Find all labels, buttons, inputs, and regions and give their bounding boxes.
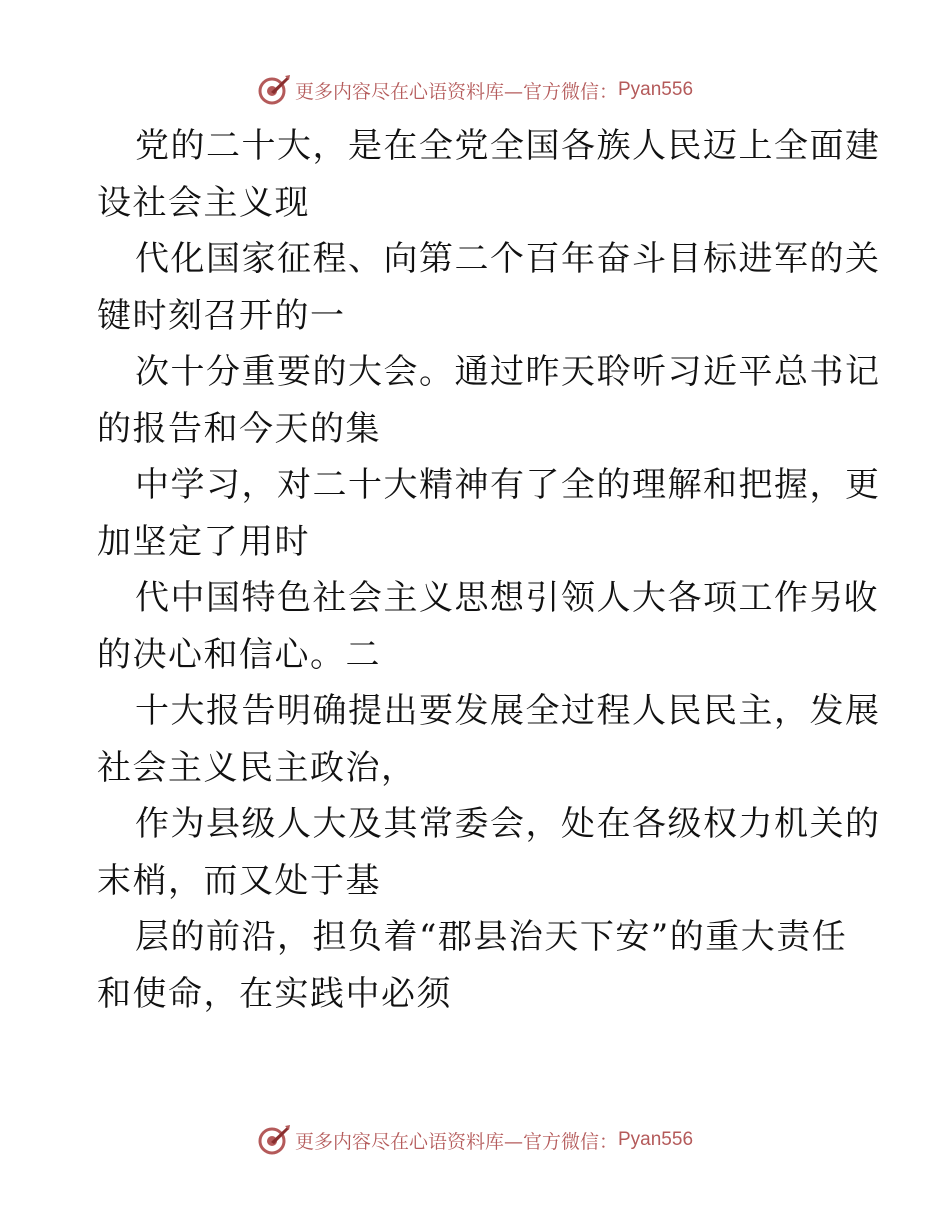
document-body — [97, 118, 881, 1022]
paragraph-line: 键时刻召开的一 — [97, 295, 346, 336]
paragraph — [97, 683, 881, 796]
paragraph-line-tail: 另收 — [809, 578, 878, 618]
paragraph-line: 末梢，而又处于基 — [97, 860, 381, 901]
paragraph-line: 十大报告明确提出要发展全过程人民民主，发展 — [135, 691, 881, 731]
paragraph — [97, 796, 881, 909]
paragraph-line: 次十分重要的大会。通过昨天聆听习近平总书记 — [135, 352, 881, 392]
footer-banner — [0, 1120, 950, 1160]
quill-pen-logo-icon — [257, 1123, 291, 1157]
paragraph-line: 层的前沿，担负着“郡县治天下安”的重大责任 — [135, 917, 848, 957]
header-banner — [0, 70, 950, 110]
paragraph-line: 中学习，对二十大精神有了全的理解和把握，更 — [135, 465, 881, 505]
paragraph — [97, 344, 881, 457]
paragraph-line: 加坚定了用时 — [97, 521, 310, 562]
quill-pen-logo-icon — [257, 73, 291, 107]
paragraph — [97, 457, 881, 570]
paragraph — [97, 118, 881, 231]
paragraph-line: 代化国家征程、向第二个百年奋斗目标进军的关 — [135, 239, 881, 279]
paragraph-line: 作为县级人大及其常委会，处在各级权力机关的 — [135, 804, 881, 844]
wechat-id: Pyan556 — [618, 79, 694, 100]
paragraph-line: 的决心和信心。二 — [97, 634, 381, 675]
paragraph — [97, 231, 881, 344]
paragraph-line — [97, 570, 878, 627]
paragraph-line: 的报告和今天的集 — [97, 408, 381, 449]
banner-text: 更多内容尽在心语资料库—官方微信： — [294, 80, 618, 103]
wechat-id: Pyan556 — [618, 1129, 694, 1150]
paragraph-line: 党的二十大，是在全党全国各族人民迈上全面建 — [135, 126, 881, 166]
paragraph-line: 设社会主义现 — [97, 182, 310, 223]
paragraph-line: 和使命，在实践中必须 — [97, 973, 452, 1014]
paragraph — [97, 909, 857, 1022]
paragraph — [97, 570, 878, 683]
paragraph-line: 社会主义民主政治， — [97, 747, 417, 788]
paragraph-line-text: 代中国特色社会主义思想引领人大各项工作 — [135, 578, 810, 618]
banner-text: 更多内容尽在心语资料库—官方微信： — [294, 1130, 618, 1153]
